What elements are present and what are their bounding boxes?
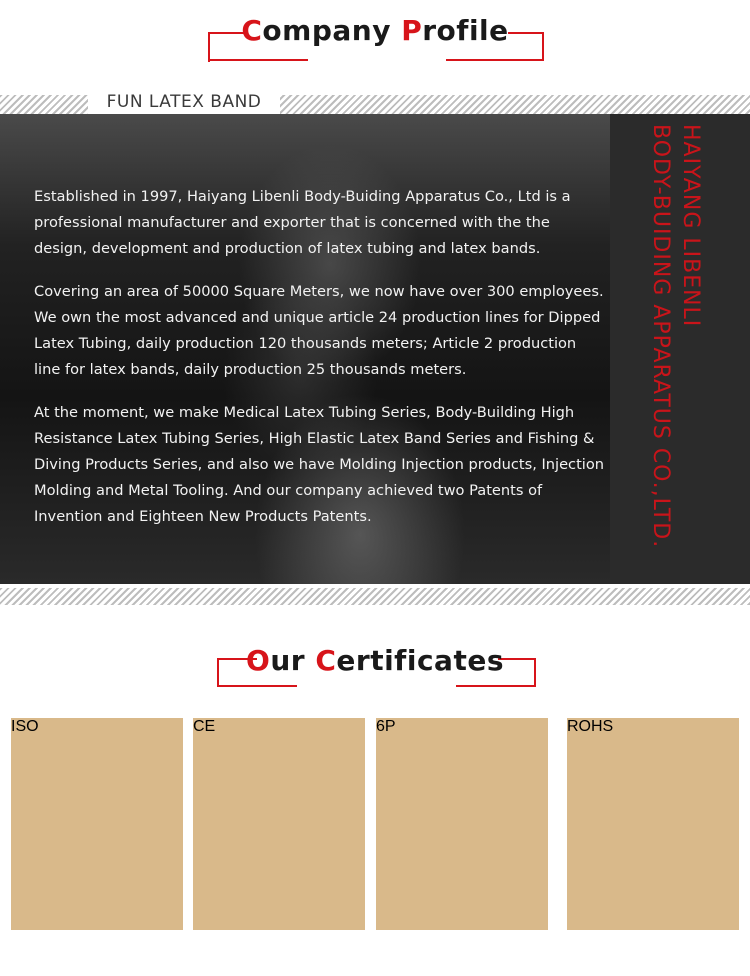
band-tag: FUN LATEX BAND [88, 89, 280, 115]
vertical-title-sidebar [610, 114, 750, 584]
certificate-label-ce[interactable]: CE [193, 718, 365, 930]
certificate-label-6p[interactable]: 6P [376, 718, 548, 930]
vertical-title-line2: BODY-BUIDING APPARATUS CO.,LTD. [648, 124, 673, 549]
certificates-heading [0, 636, 750, 696]
heading-underline-right [446, 59, 544, 61]
paragraph-established: Established in 1997, Haiyang Libenli Body-Buiding Apparatus Co., Ltd is a professional manufacturer and exporter that is concerned with the the design, development and production of latex tubing and latex bands. [34, 188, 571, 257]
paragraph-area: Covering an area of 50000 Square Meters, we now have over 300 employees. We own the most advanced and unique article 24 production lines for Dipped Latex Tubing, daily production 120 thousands meters; Article 2 production line for latex bands, daily production 25 thousands meters. [34, 283, 604, 378]
paragraph-products: At the moment, we make Medical Latex Tubing Series, Body-Building High Resistance Latex Tubing Series, High Elastic Latex Band Series and Fishing & Diving Products Series, and also we have Molding Injection products, Injection Molding and Metal Tooling. And our company achieved two Patents of Invention and Eighteen New Products Patents. [34, 404, 605, 525]
certificate-label-iso[interactable]: ISO [11, 718, 183, 930]
vertical-title-line1: HAIYANG LIBENLI [678, 124, 703, 328]
certificate-label-rohs[interactable]: ROHS [567, 718, 739, 930]
certificates-title: Our Certificates [246, 644, 504, 677]
cert-underline-left [217, 685, 297, 687]
company-profile-heading [0, 10, 750, 70]
profile-description [34, 184, 606, 547]
cert-underline-right [456, 685, 536, 687]
hatch-divider-bottom [0, 588, 750, 605]
heading-underline-left [208, 59, 308, 61]
profile-panel [0, 114, 750, 584]
page-title: Company Profile [241, 14, 509, 47]
